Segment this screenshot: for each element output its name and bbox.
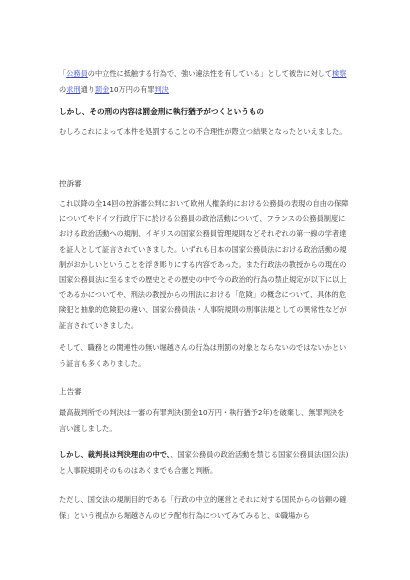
paragraph-saibancho: しかし、裁判長は判決理由の中で、、国家公務員の政治活動を禁じる国家公務員法(国公法)と人事院規則そのものはあくまでも合憲と判断。 bbox=[59, 450, 349, 475]
link-bakkin[interactable]: 罰金 bbox=[94, 84, 110, 94]
bold-heading: しかし、その刑の内容は罰金刑に執行猶予がつくというもの bbox=[59, 107, 265, 116]
link-koumuin[interactable]: 公務員 bbox=[66, 69, 88, 78]
section-heading-koso: 控訴審 bbox=[59, 179, 82, 188]
section-heading-jokoku: 上告審 bbox=[59, 387, 82, 396]
bold-lead: しかし、裁判長は判決理由の中で、 bbox=[59, 450, 171, 459]
intro-paragraph: 「公務員の中立性に抵触する行為で、強い違法性を有している」として被告に対して検察の求刑通り罰金10万円の有罪判決 bbox=[59, 69, 347, 94]
link-kyukei[interactable]: 求刑 bbox=[66, 84, 81, 94]
link-kensatsu[interactable]: 検察 bbox=[332, 69, 347, 78]
paragraph-koso: これ以降の全14回の控訴審公判において欧州人権条約における公務員の表現の自由の保障についてやドイツ行政庁下に於ける公務員の政治活動について、フランスの公務員制度における政治活動への規制、イギリスの国家公務員管理規則などそれぞれの第一線の学者達を証人として証言されていきました。いずれも日本の国家公務員法における政治活動の規制がおかしいということを浮き彫りにする内容であった。また行政法の教授からの現在の国家公務員法に至るまでの歴史とその歴史の中で今の政治的行為の禁止規定が以下に以上であるかについてや、刑法の教授からの刑法における「危険」の概念について、具体的危険犯と抽象的危険犯の違い、国家公務員法・人事院規則の刑事法規としての異常性などが証言されていきました。 bbox=[59, 199, 349, 330]
paragraph-saikosai: 最高裁判所での判決は一審の有罪判決(罰金10万円・執行猶予2年)を破棄し、無罪判決を言い渡しました。 bbox=[59, 408, 345, 433]
link-hanketsu[interactable]: 判決 bbox=[154, 84, 169, 94]
paragraph-shokumu: そして、職務との関連性の無い堀越さんの行為は刑罰の対象とならないのではないかという証言も多くありました。 bbox=[59, 343, 347, 368]
paragraph-2: むしろこれによって本件を処罰することの不合理性が際立つ結果となったといえました。 bbox=[59, 127, 347, 136]
paragraph-kokoho: ただし、国交法の規制目的である「行政の中立的運営とそれに対する国民からの信頼の確保」という視点から堀越さんのビラ配布行為についてみてみると、①職場から bbox=[59, 495, 347, 520]
